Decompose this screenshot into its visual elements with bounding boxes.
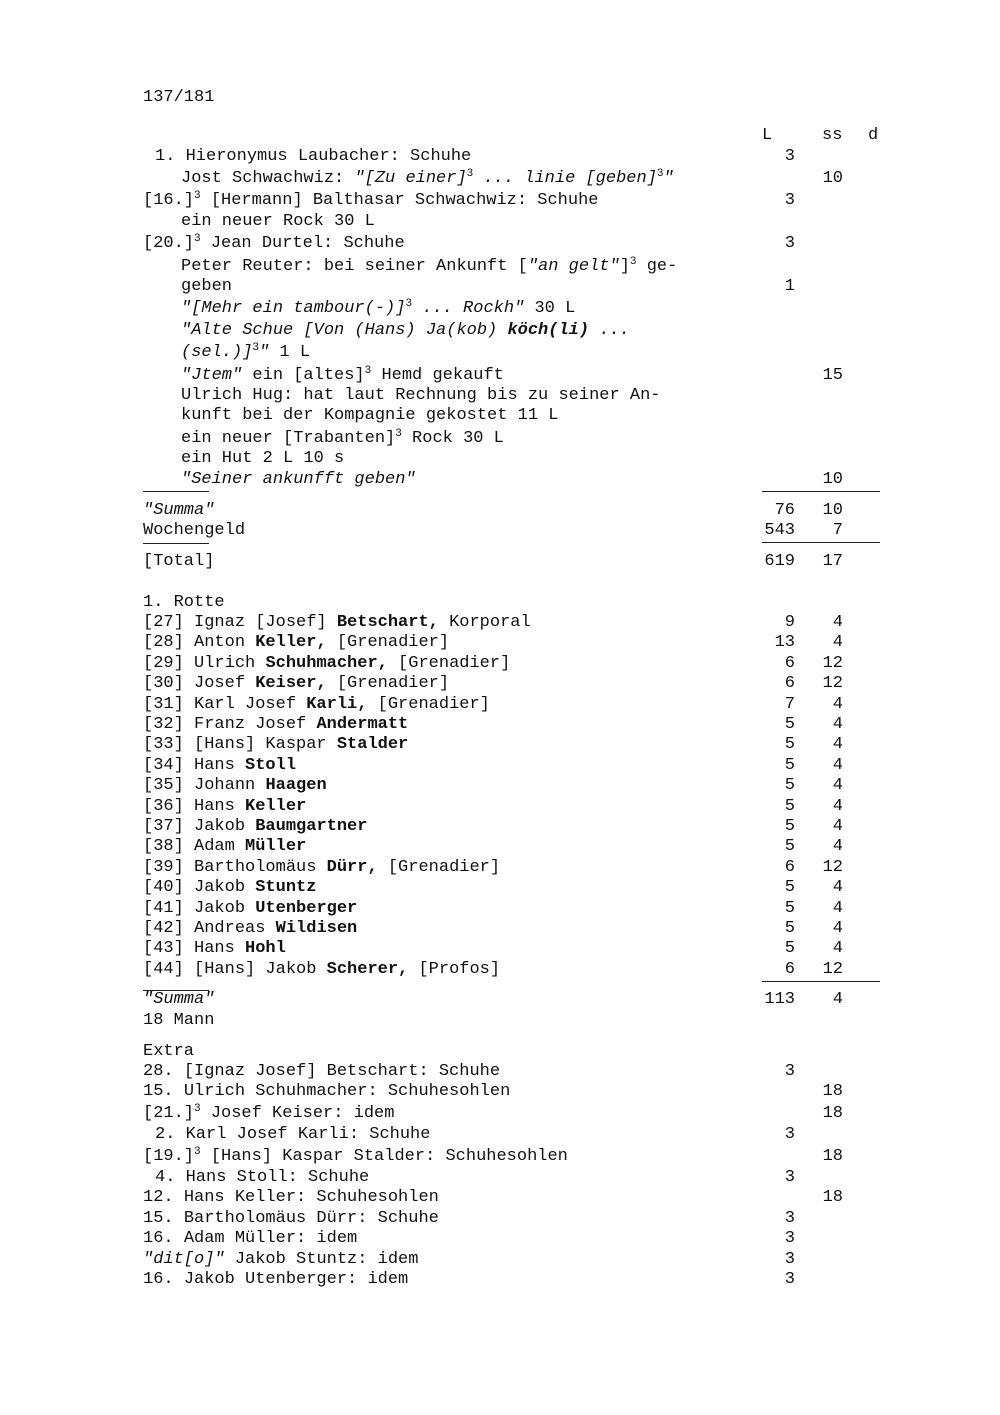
extra-amount-l: 3 bbox=[784, 1168, 795, 1187]
total-ss: 17 bbox=[822, 552, 843, 571]
rotte-amount-ss: 4 bbox=[832, 756, 843, 775]
rotte-row: [37] Jakob Baumgartner bbox=[143, 817, 368, 836]
summa-label: "Summa" bbox=[143, 501, 215, 520]
extra-title: Extra bbox=[143, 1042, 195, 1061]
rotte-row: [36] Hans Keller bbox=[143, 797, 307, 816]
column-header-d: d bbox=[868, 126, 879, 145]
rotte-row: [43] Hans Hohl bbox=[143, 939, 286, 958]
sum-rule bbox=[762, 542, 880, 543]
entry-row: geben bbox=[181, 277, 233, 296]
rotte-amount-ss: 4 bbox=[832, 817, 843, 836]
extra-row: 15. Bartholomäus Dürr: Schuhe bbox=[143, 1209, 439, 1228]
rotte-amount-ss: 4 bbox=[832, 837, 843, 856]
wochengeld-ss: 7 bbox=[832, 521, 843, 540]
column-header-l: L bbox=[762, 126, 773, 145]
entry-row: kunft bei der Kompagnie gekostet 11 L bbox=[181, 406, 559, 425]
rotte-amount-ss: 12 bbox=[822, 674, 843, 693]
extra-row: $[19.]^3$ [Hans] Kaspar Stalder: Schuhesohlen bbox=[143, 1146, 568, 1166]
short-rule bbox=[143, 543, 209, 544]
amount-ss: 15 bbox=[822, 366, 843, 385]
extra-amount-ss: 18 bbox=[822, 1147, 843, 1166]
rotte-amount-l: 5 bbox=[784, 899, 795, 918]
rotte-amount-l: 6 bbox=[784, 674, 795, 693]
rotte-title: 1. Rotte bbox=[143, 593, 225, 612]
rotte-row: [44] [Hans] Jakob Scherer, [Profos] bbox=[143, 960, 501, 979]
wochengeld-l: 543 bbox=[764, 521, 795, 540]
rotte-row: [34] Hans Stoll bbox=[143, 756, 297, 775]
extra-row: 2. Karl Josef Karli: Schuhe bbox=[155, 1125, 431, 1144]
entry-row: "[Mehr ein tambour(-)]$^3$ ... Rockh" 30 L bbox=[181, 298, 576, 318]
rotte-row: [31] Karl Josef Karli, [Grenadier] bbox=[143, 695, 490, 714]
entry-row: Peter Reuter: bei seiner Ankunft ["an gelt"]$^3$ ge- bbox=[181, 256, 678, 276]
rotte-amount-l: 5 bbox=[784, 919, 795, 938]
sum-rule bbox=[762, 981, 880, 982]
rotte-row: [29] Ulrich Schuhmacher, [Grenadier] bbox=[143, 654, 511, 673]
extra-row: 16. Adam Müller: idem bbox=[143, 1229, 358, 1248]
rotte-amount-ss: 4 bbox=[832, 633, 843, 652]
rotte-amount-ss: 4 bbox=[832, 613, 843, 632]
amount-l: 1 bbox=[784, 277, 795, 296]
rotte-amount-ss: 4 bbox=[832, 878, 843, 897]
entry-row: $[16.]^3$ [Hermann] Balthasar Schwachwiz: Schuhe bbox=[143, 190, 599, 210]
rotte-amount-ss: 4 bbox=[832, 899, 843, 918]
rotte-row: [27] Ignaz [Josef] Betschart, Korporal bbox=[143, 613, 531, 632]
rotte-amount-l: 7 bbox=[784, 695, 795, 714]
amount-l: 3 bbox=[784, 234, 795, 253]
entry-row: ein Hut 2 L 10 s bbox=[181, 449, 345, 468]
entry-row: Jost Schwachwiz: "[Zu einer]$^3$ ... linie [geben]$^3$" bbox=[181, 168, 674, 188]
page-reference: 137/181 bbox=[143, 88, 215, 107]
extra-amount-ss: 18 bbox=[822, 1082, 843, 1101]
rotte-amount-l: 5 bbox=[784, 797, 795, 816]
rotte-amount-ss: 4 bbox=[832, 695, 843, 714]
entry-row: "Alte Schue [Von (Hans) Ja(kob) köch(li) ... bbox=[181, 321, 630, 340]
rotte-amount-l: 5 bbox=[784, 735, 795, 754]
extra-amount-l: 3 bbox=[784, 1270, 795, 1289]
extra-row: 16. Jakob Utenberger: idem bbox=[143, 1270, 409, 1289]
rotte-row: [40] Jakob Stuntz bbox=[143, 878, 317, 897]
mann-count: 18 Mann bbox=[143, 1011, 215, 1030]
summa-ss: 4 bbox=[832, 990, 843, 1009]
entry-row: "Jtem" ein [altes]$^3$ Hemd gekauft bbox=[181, 365, 504, 385]
extra-row: $[21.]^3$ Josef Keiser: idem bbox=[143, 1103, 395, 1123]
entry-row: ein neuer [Trabanten]$^3$ Rock 30 L bbox=[181, 428, 504, 448]
rotte-row: [38] Adam Müller bbox=[143, 837, 307, 856]
extra-row: "dit[o]" Jakob Stuntz: idem bbox=[143, 1250, 419, 1269]
rotte-row: [35] Johann Haagen bbox=[143, 776, 327, 795]
rotte-amount-l: 6 bbox=[784, 858, 795, 877]
rotte-amount-ss: 4 bbox=[832, 797, 843, 816]
rotte-row: [30] Josef Keiser, [Grenadier] bbox=[143, 674, 450, 693]
entry-row: Ulrich Hug: hat laut Rechnung bis zu seiner An- bbox=[181, 386, 661, 405]
entry-row: ein neuer Rock 30 L bbox=[181, 212, 375, 231]
short-rule bbox=[143, 491, 209, 492]
extra-row: 4. Hans Stoll: Schuhe bbox=[155, 1168, 370, 1187]
rotte-amount-l: 5 bbox=[784, 837, 795, 856]
rotte-amount-l: 5 bbox=[784, 817, 795, 836]
extra-amount-ss: 18 bbox=[822, 1104, 843, 1123]
extra-amount-l: 3 bbox=[784, 1209, 795, 1228]
rotte-row: [32] Franz Josef Andermatt bbox=[143, 715, 409, 734]
extra-row: 15. Ulrich Schuhmacher: Schuhesohlen bbox=[143, 1082, 511, 1101]
rotte-amount-l: 5 bbox=[784, 878, 795, 897]
summa-label: "Summa" bbox=[143, 990, 215, 1009]
entry-row: 1. Hieronymus Laubacher: Schuhe bbox=[155, 147, 472, 166]
sum-rule bbox=[762, 491, 880, 492]
rotte-amount-l: 5 bbox=[784, 939, 795, 958]
summa-l: 76 bbox=[774, 501, 795, 520]
rotte-row: [41] Jakob Utenberger bbox=[143, 899, 358, 918]
amount-l: 3 bbox=[784, 191, 795, 210]
entry-row: $[20.]^3$ Jean Durtel: Schuhe bbox=[143, 233, 405, 253]
wochengeld-label: Wochengeld bbox=[143, 521, 246, 540]
column-header-ss: ss bbox=[822, 126, 843, 145]
extra-row: 12. Hans Keller: Schuhesohlen bbox=[143, 1188, 439, 1207]
rotte-row: [33] [Hans] Kaspar Stalder bbox=[143, 735, 409, 754]
amount-ss: 10 bbox=[822, 169, 843, 188]
rotte-amount-l: 6 bbox=[784, 654, 795, 673]
rotte-amount-l: 13 bbox=[774, 633, 795, 652]
extra-amount-l: 3 bbox=[784, 1250, 795, 1269]
extra-amount-ss: 18 bbox=[822, 1188, 843, 1207]
extra-amount-l: 3 bbox=[784, 1229, 795, 1248]
summa-ss: 10 bbox=[822, 501, 843, 520]
rotte-amount-l: 6 bbox=[784, 960, 795, 979]
rotte-amount-l: 5 bbox=[784, 776, 795, 795]
rotte-amount-ss: 4 bbox=[832, 939, 843, 958]
extra-row: 28. [Ignaz Josef] Betschart: Schuhe bbox=[143, 1062, 501, 1081]
rotte-amount-l: 9 bbox=[784, 613, 795, 632]
rotte-amount-l: 5 bbox=[784, 756, 795, 775]
total-label: [Total] bbox=[143, 552, 215, 571]
entry-row: (sel.)]$^3$" 1 L bbox=[181, 342, 311, 362]
summa-l: 113 bbox=[764, 990, 795, 1009]
rotte-amount-ss: 12 bbox=[822, 960, 843, 979]
amount-l: 3 bbox=[784, 147, 795, 166]
entry-row: "Seiner ankunfft geben" bbox=[181, 470, 416, 489]
rotte-amount-ss: 4 bbox=[832, 919, 843, 938]
amount-ss: 10 bbox=[822, 470, 843, 489]
rotte-amount-ss: 12 bbox=[822, 654, 843, 673]
total-l: 619 bbox=[764, 552, 795, 571]
rotte-row: [39] Bartholomäus Dürr, [Grenadier] bbox=[143, 858, 501, 877]
rotte-amount-ss: 4 bbox=[832, 715, 843, 734]
extra-amount-l: 3 bbox=[784, 1062, 795, 1081]
rotte-row: [42] Andreas Wildisen bbox=[143, 919, 358, 938]
extra-amount-l: 3 bbox=[784, 1125, 795, 1144]
rotte-amount-ss: 12 bbox=[822, 858, 843, 877]
rotte-row: [28] Anton Keller, [Grenadier] bbox=[143, 633, 450, 652]
rotte-amount-ss: 4 bbox=[832, 776, 843, 795]
rotte-amount-ss: 4 bbox=[832, 735, 843, 754]
rotte-amount-l: 5 bbox=[784, 715, 795, 734]
